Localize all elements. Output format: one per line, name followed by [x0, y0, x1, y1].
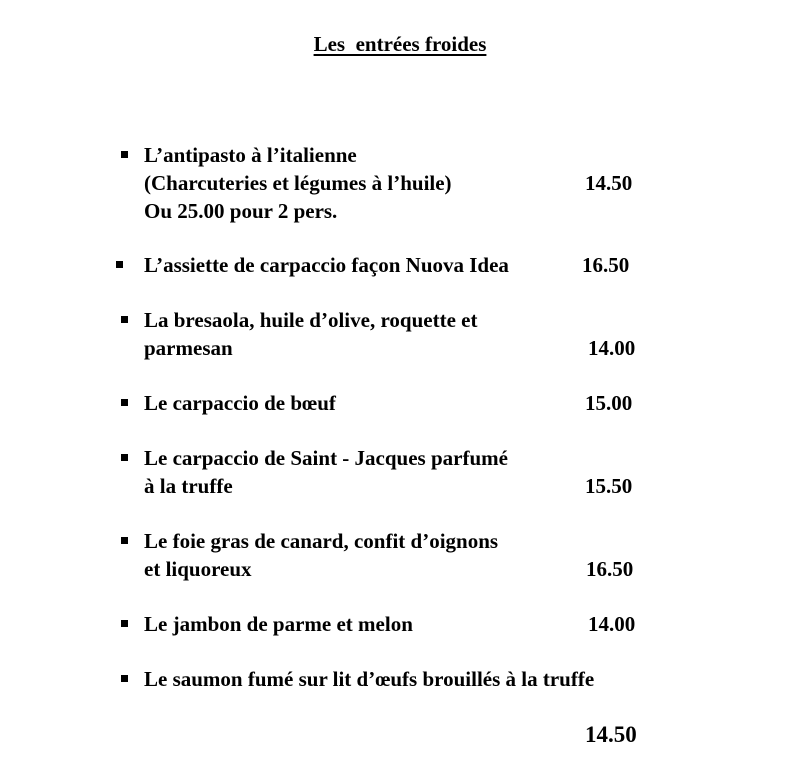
menu-item-price: 14.00	[588, 612, 636, 636]
menu-item-price: 16.50	[582, 253, 630, 277]
menu-item-price: 15.50	[585, 474, 633, 498]
bullet-icon	[121, 620, 128, 627]
menu-item-price: 14.50	[585, 722, 637, 747]
menu-item-line: Le foie gras de canard, confit d’oignons	[144, 529, 499, 553]
menu-item-line: parmesan	[144, 336, 233, 360]
bullet-icon	[116, 261, 123, 268]
bullet-icon	[121, 454, 128, 461]
bullet-icon	[121, 399, 128, 406]
menu-item-line: L’assiette de carpaccio façon Nuova Idea	[144, 253, 509, 277]
menu-item-line: Ou 25.00 pour 2 pers.	[144, 199, 338, 223]
menu-item-price: 15.00	[585, 391, 633, 415]
menu-item-price: 16.50	[586, 557, 634, 581]
menu-item-price: 14.00	[588, 336, 636, 360]
bullet-icon	[121, 151, 128, 158]
page-title: Les entrées froides	[313, 32, 487, 56]
menu-item-line: La bresaola, huile d’olive, roquette et	[144, 308, 478, 332]
bullet-icon	[121, 316, 128, 323]
menu-item-line: L’antipasto à l’italienne	[144, 143, 357, 167]
menu-item-line: (Charcuteries et légumes à l’huile)	[144, 171, 452, 195]
menu-item-line: Le jambon de parme et melon	[144, 612, 413, 636]
menu-item-line: à la truffe	[144, 474, 233, 498]
menu-item-line: Le carpaccio de Saint - Jacques parfumé	[144, 446, 508, 470]
menu-item-price: 14.50	[585, 171, 633, 195]
menu-item-line: Le carpaccio de bœuf	[144, 391, 336, 415]
menu-item-line: Le saumon fumé sur lit d’œufs brouillés à la truffe	[144, 667, 595, 691]
bullet-icon	[121, 675, 128, 682]
bullet-icon	[121, 537, 128, 544]
menu-item-line: et liquoreux	[144, 557, 252, 581]
